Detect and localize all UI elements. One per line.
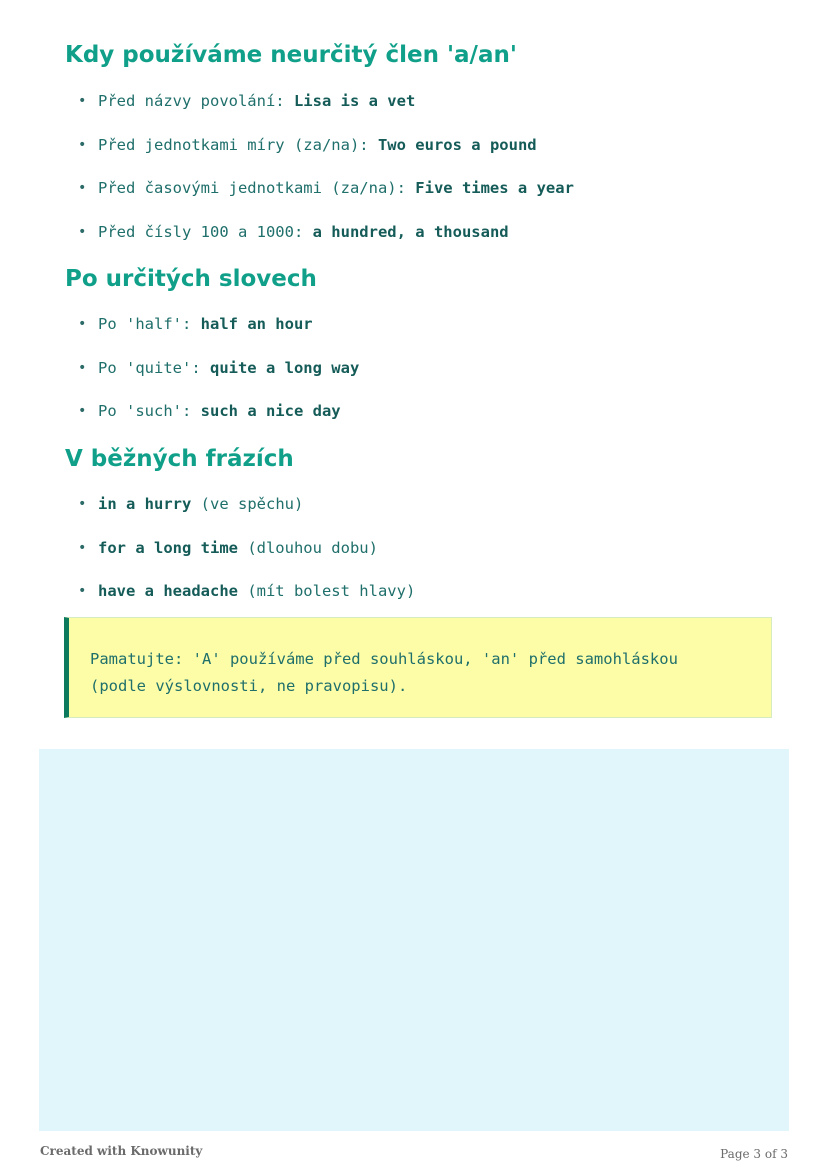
list-item: • in a hurry (ve spěchu) xyxy=(78,495,304,513)
bullet-list xyxy=(78,313,359,444)
list-item: • have a headache (mít bolest hlavy) xyxy=(78,582,416,600)
note-line: (podle výslovnosti, ne pravopisu). xyxy=(90,677,408,695)
blank-panel xyxy=(39,749,789,1131)
list-item: • Po 'such': such a nice day xyxy=(78,402,341,420)
bullet-list xyxy=(78,90,574,264)
note-callout xyxy=(64,617,772,718)
bullet-icon: • xyxy=(78,136,87,153)
bullet-icon: • xyxy=(78,223,87,240)
section-title: Kdy používáme neurčitý člen 'a/an' xyxy=(65,42,517,68)
bullet-icon: • xyxy=(78,180,87,196)
list-item: • Před jednotkami míry (za/na): Two euros a pound xyxy=(78,135,537,154)
list-item: • Před čísly 100 a 1000: a hundred, a thousand xyxy=(78,222,509,241)
bullet-icon: • xyxy=(78,93,87,109)
footer-credit: Created with Knowunity xyxy=(40,1144,203,1158)
list-item: • for a long time (dlouhou dobu) xyxy=(78,538,378,557)
list-item: • Před časovými jednotkami (za/na): Five times a year xyxy=(78,179,574,197)
page-number: Page 3 of 3 xyxy=(720,1147,788,1161)
bullet-icon: • xyxy=(78,403,87,419)
bullet-icon: • xyxy=(78,496,87,512)
bullet-list xyxy=(78,493,415,624)
section-title: V běžných frázích xyxy=(65,446,294,472)
bullet-icon: • xyxy=(78,316,87,332)
bullet-icon: • xyxy=(78,359,87,376)
note-line: Pamatujte: 'A' používáme před souhláskou, 'an' před samohláskou xyxy=(90,650,678,668)
list-item: • Po 'half': half an hour xyxy=(78,315,313,333)
section-title: Po určitých slovech xyxy=(65,266,317,292)
list-item: • Po 'quite': quite a long way xyxy=(78,358,360,377)
list-item: • Před názvy povolání: Lisa is a vet xyxy=(78,92,416,110)
bullet-icon: • xyxy=(78,583,87,599)
bullet-icon: • xyxy=(78,539,87,556)
